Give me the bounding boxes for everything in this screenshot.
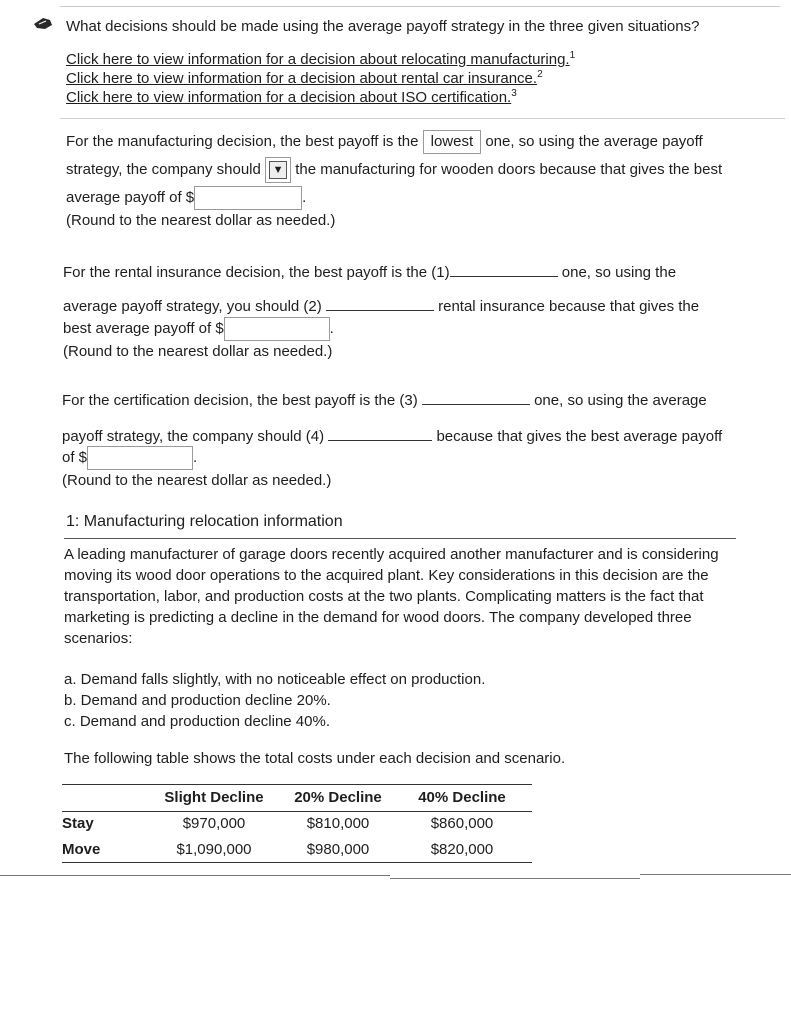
q3-blank-3[interactable] — [422, 392, 530, 405]
q1-payoff-input[interactable] — [194, 186, 302, 210]
table-row: Move $1,090,000 $980,000 $820,000 — [62, 840, 494, 858]
cost-table — [62, 784, 524, 862]
q3-round-note: (Round to the nearest dollar as needed.) — [62, 472, 332, 489]
q1-dropdown[interactable] — [265, 157, 291, 183]
link-iso-certification[interactable]: Click here to view information for a decision about ISO certification.$^3$ — [66, 88, 517, 106]
q1-line2: strategy, the company should ▼ the manufacturing for wooden doors because that gives the best — [66, 157, 722, 183]
table-intro: The following table shows the total costs under each decision and scenario. — [64, 750, 566, 767]
top-rule — [60, 6, 780, 7]
list-item: a. Demand falls slightly, with no noticeable effect on production. — [64, 671, 486, 688]
section-divider — [60, 118, 785, 119]
info-paragraph: A leading manufacturer of garage doors recently acquired another manufacturer and is considering moving its wood door operations to the acquired plant. Key considerations in this decision are the transportation, labor, and production costs at the two plants. Complicating matters is the fact that marketing is predicting a decline in the demand for wood doors. The company developed three scenarios: — [64, 546, 719, 647]
list-item: b. Demand and production decline 20%. — [64, 692, 331, 709]
q2-line3: best average payoff of $ . — [63, 316, 334, 342]
q1-line3: average payoff of $ . — [66, 185, 306, 211]
q2-blank-1[interactable] — [450, 264, 558, 277]
q3-line3: of $ . — [62, 445, 197, 471]
info-title-rule — [64, 538, 736, 539]
page-edge-left — [0, 875, 390, 876]
q2-blank-2[interactable] — [326, 298, 434, 311]
q1-selected-answer[interactable]: lowest — [423, 130, 482, 154]
question-text: What decisions should be made using the average payoff strategy in the three given situations? — [66, 18, 700, 35]
q3-line2: payoff strategy, the company should (4) because that gives the best average payoff — [62, 428, 723, 445]
q2-line1: For the rental insurance decision, the best payoff is the (1) one, so using the — [63, 264, 677, 281]
link-relocating-manufacturing[interactable]: Click here to view information for a decision about relocating manufacturing.$^1$ — [66, 50, 576, 68]
list-item: c. Demand and production decline 40%. — [64, 713, 331, 730]
table-bottom-rule — [62, 862, 532, 863]
pencil-icon — [33, 16, 53, 30]
q2-round-note: (Round to the nearest dollar as needed.) — [63, 343, 333, 360]
q2-line2: average payoff strategy, you should (2) rental insurance because that gives the — [63, 298, 700, 315]
q3-line1: For the certification decision, the best payoff is the (3) one, so using the average — [62, 392, 707, 409]
q1-line1: For the manufacturing decision, the best payoff is the lowest one, so using the average payoff — [66, 130, 703, 154]
q3-blank-4[interactable] — [328, 428, 432, 441]
table-header-row: Slight Decline 20% Decline 40% Decline — [164, 788, 506, 806]
scenario-list — [64, 669, 485, 732]
info-title: 1: Manufacturing relocation information — [66, 513, 343, 530]
dropdown-arrow-icon: ▼ — [269, 161, 287, 179]
link-rental-car-insurance[interactable]: Click here to view information for a decision about rental car insurance.$^2$ — [66, 69, 543, 87]
q3-payoff-input[interactable] — [87, 446, 193, 470]
table-row: Stay $970,000 $810,000 $860,000 — [62, 814, 494, 832]
q1-round-note: (Round to the nearest dollar as needed.) — [66, 212, 336, 229]
page-edge-right — [640, 874, 791, 875]
q2-payoff-input[interactable] — [224, 317, 330, 341]
page-edge-mid — [390, 878, 640, 879]
